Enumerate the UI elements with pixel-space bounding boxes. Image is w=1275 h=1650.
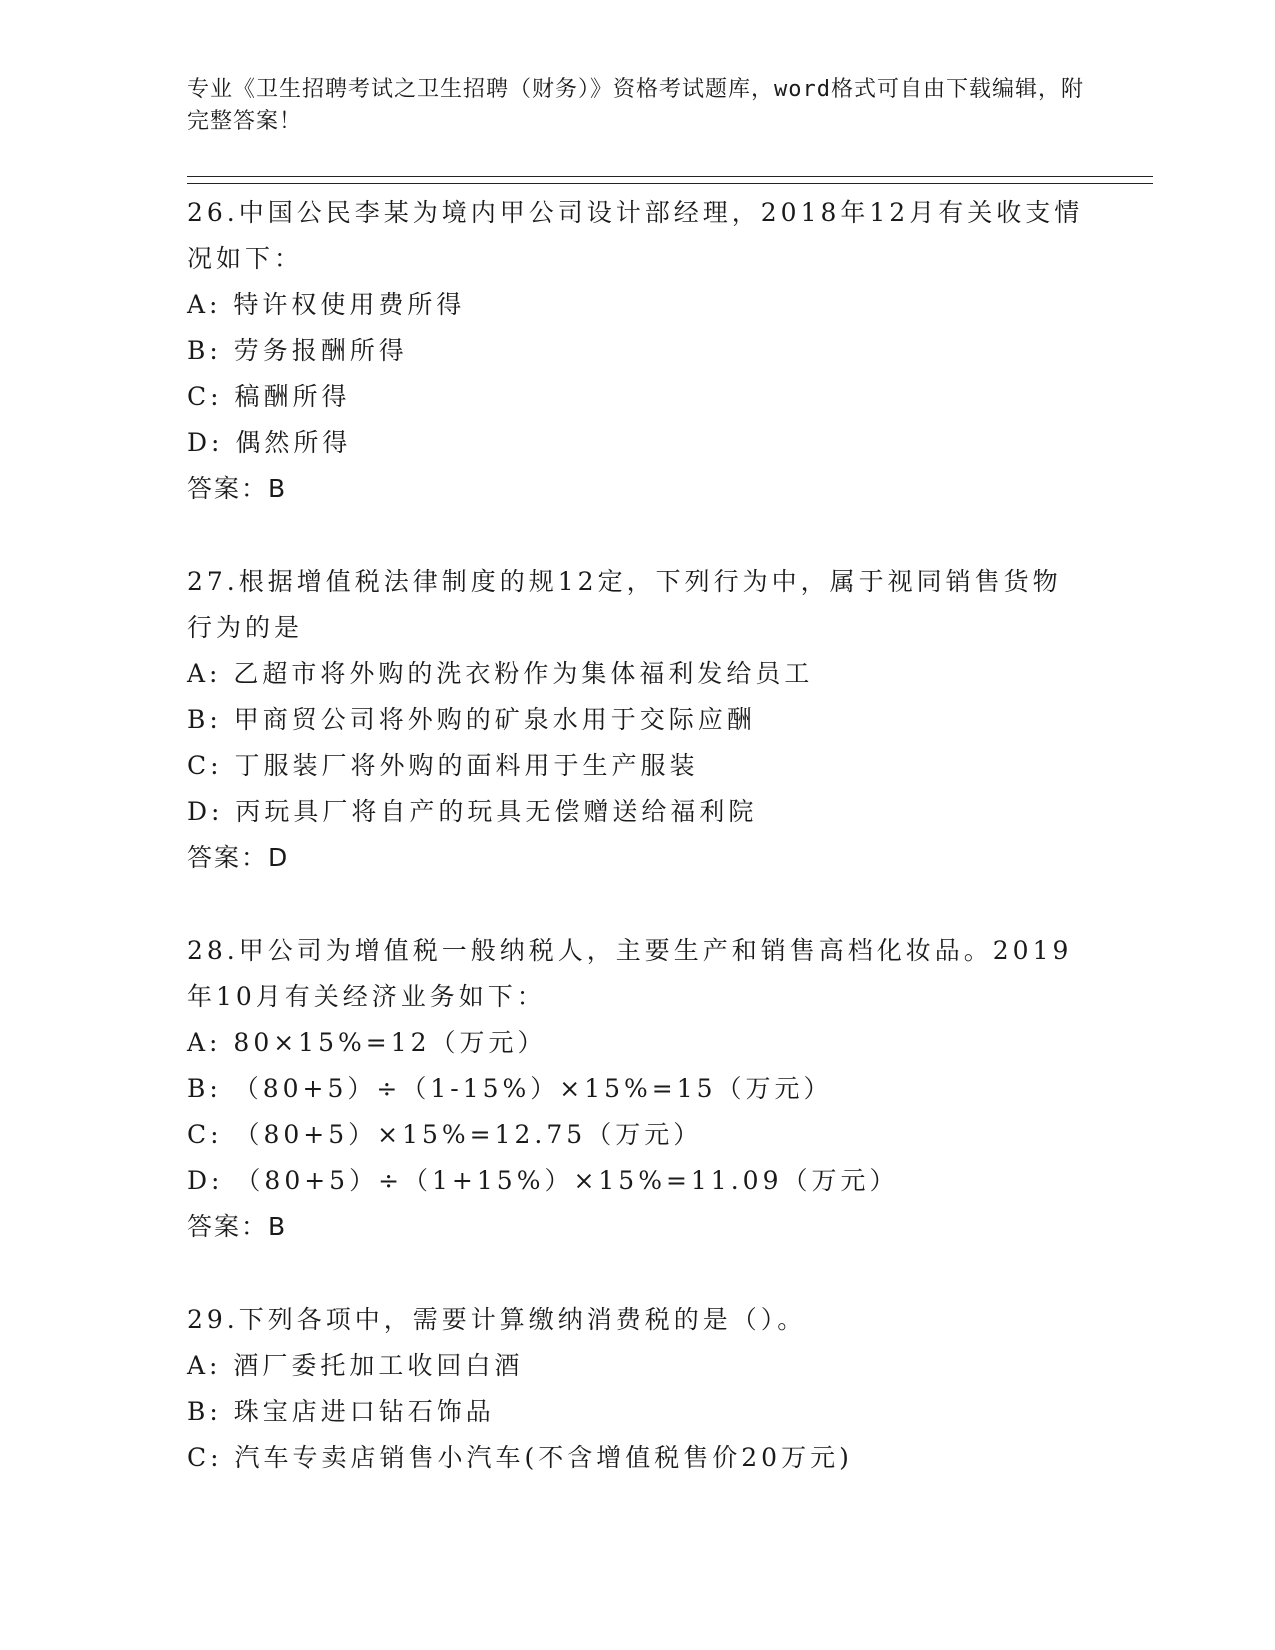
option-d: D: （80+5）÷（1+15%）×15%=11.09（万元） [187, 1166, 899, 1195]
question-26 [187, 190, 1087, 512]
option-b: B: （80+5）÷（1-15%）×15%=15（万元） [187, 1074, 833, 1103]
option-b: B: 珠宝店进口钻石饰品 [187, 1397, 495, 1426]
question-stem: 29.下列各项中，需要计算缴纳消费税的是（）。 [187, 1305, 807, 1334]
option-b: B: 甲商贸公司将外购的矿泉水用于交际应酬 [187, 705, 756, 734]
question-list [187, 190, 1087, 1528]
question-28 [187, 928, 1087, 1250]
option-d: D: 偶然所得 [187, 428, 352, 457]
option-b: B: 劳务报酬所得 [187, 336, 408, 365]
question-27 [187, 559, 1087, 881]
question-stem: 27.根据增值税法律制度的规12定，下列行为中，属于视同销售货物行为的是 [187, 567, 1062, 642]
option-c: C: 汽车专卖店销售小汽车(不含增值税售价20万元) [187, 1443, 853, 1472]
answer: 答案：D [187, 843, 290, 872]
answer: 答案：B [187, 1212, 288, 1241]
header-divider-top [187, 176, 1153, 177]
option-c: C: 稿酬所得 [187, 382, 351, 411]
option-c: C: 丁服装厂将外购的面料用于生产服装 [187, 751, 699, 780]
question-29 [187, 1297, 1087, 1481]
option-a: A: 特许权使用费所得 [187, 290, 466, 319]
question-stem: 28.甲公司为增值税一般纳税人，主要生产和销售高档化妆品。2019年10月有关经济业务如下： [187, 936, 1073, 1011]
option-d: D: 丙玩具厂将自产的玩具无偿赠送给福利院 [187, 797, 758, 826]
option-a: A: 酒厂委托加工收回白酒 [187, 1351, 524, 1380]
option-a: A: 80×15%=12（万元） [187, 1028, 547, 1057]
question-stem: 26.中国公民李某为境内甲公司设计部经理，2018年12月有关收支情况如下： [187, 198, 1084, 273]
document-header: 专业《卫生招聘考试之卫生招聘（财务）》资格考试题库，word格式可自由下载编辑，附完整答案！ [187, 77, 1084, 134]
header-divider-bottom [187, 183, 1153, 184]
answer: 答案：B [187, 474, 288, 503]
option-a: A: 乙超市将外购的洗衣粉作为集体福利发给员工 [187, 659, 814, 688]
option-c: C: （80+5）×15%=12.75（万元） [187, 1120, 703, 1149]
